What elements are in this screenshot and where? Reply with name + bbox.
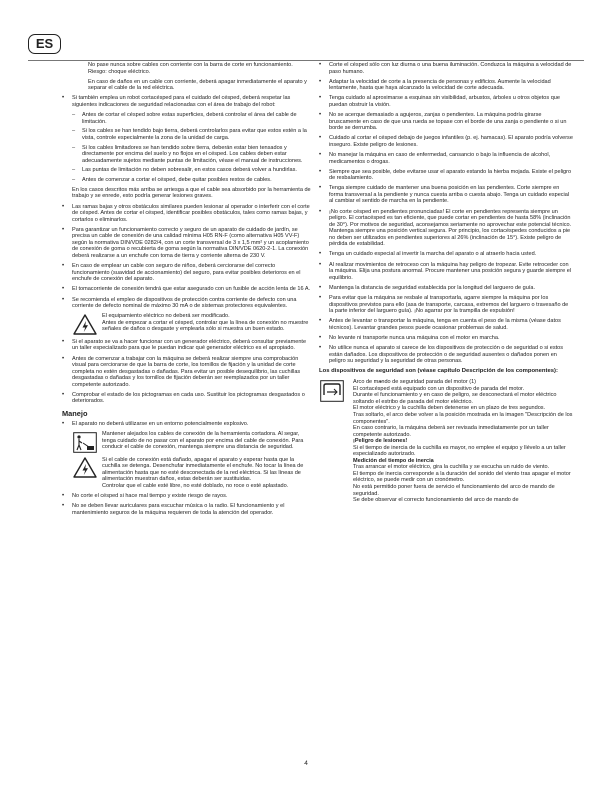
dash-item: – Si los cables se han tendido bajo tierra, deberá controlarlos para evitar que estos estén a la vista, controle especialmente la zona de la unidad de carga. <box>72 128 311 141</box>
brake-arc-title: – Arco de mando de seguridad parada del motor (1) <box>353 379 574 386</box>
safety-devices-heading <box>319 368 574 375</box>
electric-warning-icon <box>72 313 98 335</box>
language-badge: ES <box>28 34 61 54</box>
inertia-line: No está permitido poner fuera de servicio el funcionamiento del arco de mando de seguridad. <box>353 484 555 497</box>
danger-label: ¡Peligro de lesiones! <box>353 438 408 445</box>
operator-distance-icon <box>72 431 98 453</box>
bullet-item: • No corte el césped si hace mal tiempo y existe riesgo de rayos. <box>62 493 311 500</box>
intro-paragraph: No pase nunca sobre cables con corriente con la barra de corte en funcionamiento. Riesgo: choque eléctrico. <box>88 62 293 75</box>
bullet-item: • No se deben llevar auriculares para escuchar música o la radio. El funcionamiento y el mantenimiento seguros de la máquina requieren de toda la atención del operador. <box>62 503 311 516</box>
dash-item: – Antes de comenzar a cortar el césped, debe quitar posibles restos de cables. <box>72 177 311 184</box>
inertia-label: Medición del tiempo de inercia <box>353 457 434 464</box>
bullet-item: • En caso de emplear un cable con seguro de niños, deberá cerciorarse del correcto funcionamiento (suavidad de accionamiento) del seguro, para evitar posibles deterioros en el enchufe de conexión del aparato. <box>62 263 311 283</box>
bullet-item: • ¡No corte césped en pendientes pronunciadas! El corte en pendientes representa siempre un peligro. El cortacésped es tan eficiente, que puede cortar en pendientes de hasta 58% (inclinación de 30°). Por motivos de seguridad, aconsejamos seriamente no aprovechar este potencial técnico. Mantenga siempre una posición vertical segura. Por principio, los cortacéspedes conducidos a pie no deben ser utilizados en pendientes superiores al 26% (inclinación de 15°). Existe peligro de pérdida de estabilidad. <box>319 209 574 248</box>
bullet-item: • Para evitar que la máquina se resbale al transportarla, agarre siempre la máquina por los dispositivos previstos para ello (asa de transporte, carcasa, extremos del larguero o travesaño de la parte inferior del larguero guía). ¡No agarrar por la trampilla de expulsión! <box>319 295 574 315</box>
inertia-line: Se debe observar el correcto funcionamiento del arco de mando de <box>353 497 519 504</box>
bullet-item: • Las ramas bajas y otros obstáculos similares pueden lesionar al operador o interferir con el corte de césped. Antes de cortar el césped, identificar posibles obstáculos, tales como ramas bajas, y cortarlos o eliminarlos. <box>62 204 311 224</box>
bullet-item: • El aparato no deberá utilizarse en un entorno potencialmente explosivo. <box>62 421 311 428</box>
bullet-item: • Corte el césped sólo con luz diurna o una buena iluminación. Conduzca la máquina a velocidad de paso humano. <box>319 62 574 75</box>
engine-stop-bail-icon <box>319 379 345 403</box>
warning-electric-block <box>72 313 311 335</box>
warning-text: Si el cable de conexión está dañado, apagar el aparato y esperar hasta que la cuchilla se detenga. Desenchufar inmediatamente el enchufe. No tocar la línea de alimentación hasta que no esté desconectada de la red eléctrica. Si las líneas de alimentación muestran daños, estas deberán ser sustituidas. <box>102 456 304 483</box>
brake-arc-line: Durante el funcionamiento y en caso de peligro, se desconectará el motor eléctrico soltando el estribo de parada del motor eléctrico. <box>353 392 557 405</box>
dash-item: – Las puntas de limitación no deben sobresalir, en estos casos deberá volver a hundirlas. <box>72 167 311 174</box>
left-column <box>62 62 311 520</box>
header-rule <box>28 60 584 61</box>
bullet-item: • Tenga un cuidado especial al invertir la marcha del aparato o al atraerlo hacia usted. <box>319 251 574 258</box>
bullet-item: • Tenga siempre cuidado de mantener una buena posición en las pendientes. Corte siempre en forma transversal a la pendiente y nunca cuesta arriba o cuesta abajo. Tenga un cuidado especial al cambiar el sentido de marcha en la pendiente. <box>319 185 574 205</box>
bullet-item: • Al realizar movimientos de retroceso con la máquina hay peligro de tropezar. Evite retroceder con la máquina. Elija una postura anormal. Procure mantener una posición segura y guarde siempre el equilibrio. <box>319 262 574 282</box>
dash-item: – Si los cables limitadores se han tendido sobre tierra, deberán estar bien tensados y directamente por encima del suelo y no flojos en el césped. Los cables deben estar adecuadamente sujetos mediante puntas de limitación, véase el manual de instrucciones. <box>72 145 311 165</box>
bullet-item: • Antes de levantar o transportar la máquina, tenga en cuenta el peso de la misma (véase datos técnicos). Levantar grandes pesos puede ocasionar problemas de salud. <box>319 318 574 331</box>
bullet-item: • No se acerque demasiado a agujeros, zanjas o pendientes. La máquina podría girarse bruscamente en caso de que una rueda se topase con el borde de una zanja o pendiente o si un borde se derrumba. <box>319 112 574 132</box>
danger-text: Si el tiempo de inercia de la cuchilla es mayor, no emplee el equipo y llévelo a un taller especializado autorizado. <box>353 444 566 458</box>
bullet-item: • Cuidado al cortar el césped debajo de juegos infantiles (p. ej. hamacas). El aparato podría volverse inseguro. Existe peligro de lesiones. <box>319 135 574 148</box>
inertia-line: Tras arrancar el motor eléctrico, gira la cuchilla y se escucha un ruido de viento. <box>353 464 550 471</box>
page-number: 4 <box>304 760 308 767</box>
bullet-item: • Si el aparato se va a hacer funcionar con un generador eléctrico, deberá consultar previamente un taller especializado para que le puedan indicar qué generador eléctrico es el apropiado. <box>62 339 311 352</box>
heading-end: ): <box>554 368 558 375</box>
bullet-item: • Adaptar la velocidad de corte a la presencia de personas y edificios. Aumente la velocidad lentamente, hasta que haya alcanzado la velocidad de corte adecuada. <box>319 79 574 92</box>
bullet-item: • Antes de comenzar a trabajar con la máquina se deberá realizar siempre una comprobación visual para cerciorarse de que la barra de corte, los tornillos de fijación y la unidad de corte completa no estén desgastadas o dañadas. Para evitar un posible desequilibrio, las cuchillas desgastadas o dañadas y los tornillos de fijación deberán ser reemplazados por un taller competente autorizado. <box>62 356 311 389</box>
heading-normal: (véase capítulo <box>415 368 462 375</box>
warning-text: El equipamiento eléctrico no deberá ser modificado. <box>102 313 230 320</box>
bullet-item: • No manejar la máquina en caso de enfermedad, cansancio o bajo la influencia de alcohol, medicamentos o drogas. <box>319 152 574 165</box>
bullet-text: Si también emplea un robot cortacésped para el cuidado del césped, deberá respetar las siguientes indicaciones de seguridad relacionadas con el área de trabajo del robot: <box>72 95 291 108</box>
robot-note: En los casos descritos más arriba se arriesga a que el cable sea absorbido por la herramienta de trabajo y se enrede, esto podría generar lesiones graves. <box>72 186 311 200</box>
brake-arc-line: El motor eléctrico y la cuchilla deben detenerse en un plazo de tres segundos. <box>353 405 546 412</box>
bullet-item: • No utilice nunca el aparato si carece de los dispositivos de protección o de seguridad o si estos están dañados. Los dispositivos de protección o de seguridad ausentes o dañados ponen en peligro su seguridad y la seguridad de otras personas. <box>319 345 574 365</box>
dash-item: – Antes de cortar el césped sobre estas superficies, deberá controlar el área del cable de limitación. <box>72 112 311 125</box>
bullet-item: • Se recomienda el empleo de dispositivos de protección contra corriente de defecto con una corriente de defecto nominal de máximo 30 mA o de sistemas protectores equivalentes. <box>62 297 311 310</box>
warning-text: Controlar que el cable esté libre, no esté doblado, no roce o esté aplastado. <box>102 482 289 489</box>
brake-arc-line: Tras soltarlo, el arco debe volver a la posición mostrada en la imagen "Descripción de los componentes". <box>353 412 573 425</box>
electric-warning-icon <box>72 457 98 479</box>
warning-cable-block <box>72 457 311 490</box>
warning-text: Mantener alejados los cables de conexión de la herramienta cortadora. Al segar, tenga cuidado de no pasar con el aparato por encima del cable de conexión. Para conducir el cable de conexión, mantenga siempre una distancia de seguridad. <box>102 431 304 451</box>
heading-bold: Los dispositivos de seguridad son <box>319 368 416 375</box>
bullet-item: • El tomacorriente de conexión tendrá que estar asegurado con un fusible de acción lenta de 16 A. <box>62 286 311 293</box>
brake-arc-line: El cortacésped está equipado con un dispositivo de parada del motor. <box>353 385 525 392</box>
bullet-item: • Para garantizar un funcionamiento correcto y seguro de un aparato de cuidado de jardín, se precisa un cable de conexión de una calidad mínima H05 RN-F (como alternativa H05 VV-F) según la normativa DIN/VDE 0282/4, con un corte transversal de 3 x 1,5 mm² y un acoplamiento de conexión de goma o recubierta de goma según la normativa DIN/VDE 0620-2-1. La conexión deberá realizarse a un enchufe con toma de tierra y corriente alterna de 230 V. <box>62 227 311 260</box>
warning-text: Antes de empezar a cortar el césped, controlar que la línea de conexión no muestre señales de daños o desgaste y emplearla sólo si muestra un buen estado. <box>102 319 309 333</box>
right-column <box>319 62 574 506</box>
bullet-item <box>62 95 311 108</box>
heading-bold: Descripción de los componentes <box>461 368 555 375</box>
section-title-manejo: Manejo <box>62 408 88 418</box>
bullet-item: • Siempre que sea posible, debe evitarse usar el aparato estando la hierba mojada. Existe el peligro de resbalamiento. <box>319 169 574 182</box>
brake-arc-line: En caso contrario, la máquina deberá ser revisada inmediatamente por un taller competente autorizado. <box>353 425 549 438</box>
brake-arc-block <box>319 379 574 503</box>
inertia-line: El tiempo de inercia corresponde a la duración del sonido del viento tras apagar el motor eléctrico, se puede medir con un cronómetro. <box>353 470 571 484</box>
page-header <box>0 0 612 60</box>
warning-distance-block <box>72 431 311 453</box>
intro-paragraph: En caso de daños en un cable con corriente, deberá apagar inmediatamente el aparato y separar el cable de la red eléctrica. <box>88 78 307 92</box>
bullet-item: • Mantenga la distancia de seguridad establecida por la longitud del larguero de guía. <box>319 285 574 292</box>
bullet-item: • Comprobar el estado de los pictogramas en cada uso. Sustituir los pictogramas desgastados o deteriorados. <box>62 392 311 405</box>
bullet-item: • Tenga cuidado al aproximarse a esquinas sin visibilidad, arbustos, árboles u otros objetos que puedan obstruir la visión. <box>319 95 574 108</box>
bullet-item: • No levante ni transporte nunca una máquina con el motor en marcha. <box>319 335 574 342</box>
